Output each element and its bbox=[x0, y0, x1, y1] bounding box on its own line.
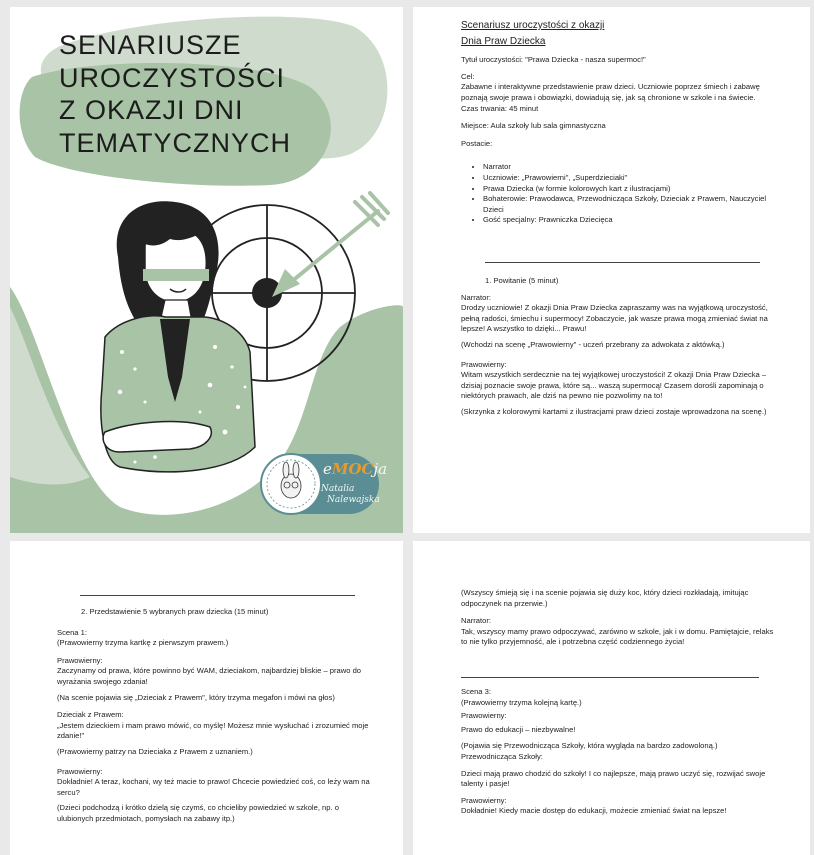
speech-text: Witam wszystkich serdecznie na tej wyjątkowej uroczystości! Z okazji Dnia Praw Dziecka – dzisiaj poznacie swoje prawa, które są... waszą supermocą! Czasem dorośli zapominają o niektórych prawach, ale dziś na pewno nie pozwolimy na to! bbox=[461, 370, 767, 401]
speaker-label: Dzieciak z Prawem: bbox=[57, 710, 124, 720]
speech-text: Dzieci mają prawo chodzić do szkoły! I co najlepsze, mają prawo uczyć się, rozwijać swoje talenty i pasje! bbox=[461, 768, 766, 789]
script-page-2 bbox=[10, 541, 403, 855]
stage-direction: (Na scenie pojawia się „Dzieciak z Prawem", który trzyma megafon i mówi na głos) bbox=[57, 692, 335, 702]
stage-direction: (Prawowierny patrzy na Dzieciaka z Prawem z uznaniem.) bbox=[57, 746, 253, 756]
script-page-1 bbox=[413, 7, 810, 533]
script-page-3 bbox=[413, 541, 810, 855]
speech-text: Tak, wszyscy mamy prawo odpoczywać, zarówno w szkole, jak i w domu. Pamiętajcie, relaks to nie tylko przyjemność, ale i potrzebna część codziennego życia! bbox=[461, 626, 774, 647]
duration-text: Czas trwania: 45 minut bbox=[461, 103, 539, 113]
speech-text: Zaczynamy od prawa, które powinno być WAM, dzieciakom, najbardziej bliskie – prawo do wyrażania swojego zdania! bbox=[57, 666, 362, 686]
scene-label: Scena 3: bbox=[461, 687, 491, 696]
speech-text: Dokładnie! Kiedy macie dostęp do edukacji, możecie zmieniać świat na lepsze! bbox=[461, 806, 727, 816]
speaker-label: Prawowierny: bbox=[461, 359, 507, 369]
list-item: • Narrator bbox=[483, 162, 781, 173]
cover-title-line: Z OKAZJI DNI bbox=[59, 95, 244, 125]
speaker-label: Prawowierny: bbox=[461, 711, 507, 721]
goal-label: Cel: bbox=[461, 71, 475, 81]
speaker-label: Prawowierny: bbox=[57, 766, 103, 776]
arrow-icon bbox=[280, 193, 388, 291]
stage-direction: (Dzieci podchodzą i krótko dzielą się czymś, co chcieliby powiedzieć w szkole, np. o ulubionych przedmiotach, pomysłach na zabawy itp.) bbox=[57, 803, 339, 823]
speaker-label: Narrator: bbox=[461, 292, 491, 302]
speech-text: Dokładnie! A teraz, kochani, wy też macie to prawo! Chcecie powiedzieć coś, co leży wam na sercu? bbox=[57, 777, 370, 797]
list-item: • Uczniowie: „Prawowierni", „Superdzieciaki" bbox=[483, 173, 781, 184]
brand-logo bbox=[257, 450, 388, 518]
cover-page bbox=[10, 7, 403, 533]
goal-text: Zabawne i interaktywne przedstawienie praw dzieci. Uczniowie poprzez śmiech i zabawę poznają swoje prawa i obowiązki, dowiadują się, jak są chronione w szkole i na świecie. bbox=[461, 82, 760, 102]
stage-direction: (Wchodzi na scenę „Prawowierny" - uczeń przebrany za adwokata z aktówką.) bbox=[461, 339, 725, 349]
logo-brand-mid: MOC bbox=[331, 460, 374, 478]
stage-direction: (Pojawia się Przewodnicząca Szkoły, która wygląda na bardzo zadowoloną.) bbox=[461, 741, 718, 751]
event-title: Tytuł uroczystości: "Prawa Dziecka - nasza supermoc!" bbox=[461, 55, 646, 65]
list-item: • Bohaterowie: Prawodawca, Przewodnicząca Szkoły, Dzieciak z Prawem, Nauczyciel Dzieci bbox=[483, 194, 781, 215]
cover-title-line: SENARIUSZE bbox=[59, 30, 242, 60]
divider bbox=[485, 262, 760, 263]
doc-heading: Dnia Praw Dziecka bbox=[461, 35, 546, 47]
scene-label: Scena 1: bbox=[57, 627, 87, 637]
logo-name-line: Natalia bbox=[321, 484, 355, 494]
speech-text: „Jestem dzieckiem i mam prawo mówić, co myślę! Możesz mnie wysłuchać i zrozumieć moje zdanie!" bbox=[57, 720, 369, 741]
speech-text: Prawo do edukacji – niezbywalne! bbox=[461, 724, 576, 734]
cover-title-line: UROCZYSTOŚCI bbox=[59, 62, 286, 93]
speaker-label: Przewodnicząca Szkoły: bbox=[461, 751, 543, 761]
characters-label: Postacie: bbox=[461, 138, 493, 148]
characters-list bbox=[461, 162, 781, 226]
speaker-label: Prawowierny: bbox=[57, 655, 103, 665]
speech-text: Drodzy uczniowie! Z okazji Dnia Praw Dziecka zapraszamy was na wyjątkową uroczystość, pełną radości, śmiechu i supermocy! Zobaczycie, jak wasze prawa mogą zmieniać świat na lepsze! A wszystko to dzięki... Prawu! bbox=[461, 303, 768, 334]
logo-name-line: Nalewajska bbox=[327, 495, 380, 505]
list-item: • Prawa Dziecka (w formie kolorowych kart z ilustracjami) bbox=[483, 184, 781, 195]
stage-direction: (Prawowierny trzyma kolejną kartę.) bbox=[461, 697, 582, 707]
speaker-label: Narrator: bbox=[461, 616, 491, 626]
list-item: • Gość specjalny: Prawniczka Dziecięca bbox=[483, 215, 781, 226]
cover-title bbox=[59, 29, 291, 159]
speaker-label: Prawowierny: bbox=[461, 795, 507, 805]
logo-brand-prefix: e bbox=[323, 460, 332, 478]
logo-author-name bbox=[321, 484, 380, 506]
logo-brand-text bbox=[323, 460, 387, 478]
stage-direction: (Wszyscy śmieją się i na scenie pojawia się duży koc, który dzieci rozkładają, imitując odpoczynek na przerwie.) bbox=[461, 588, 749, 608]
glasses-shape bbox=[143, 269, 209, 281]
logo-brand-suffix: ja bbox=[373, 460, 388, 478]
place-text: Miejsce: Aula szkoły lub sala gimnastyczna bbox=[461, 121, 606, 131]
divider bbox=[80, 595, 355, 596]
stage-direction: (Prawowierny trzyma kartkę z pierwszym prawem.) bbox=[57, 638, 229, 648]
stage-direction: (Skrzynka z kolorowymi kartami z ilustracjami praw dzieci zostaje wprowadzona na scenę.) bbox=[461, 406, 767, 416]
divider bbox=[461, 677, 759, 678]
section-heading: 1. Powitanie (5 minut) bbox=[485, 276, 559, 285]
cover-title-line: TEMATYCZNYCH bbox=[59, 127, 291, 158]
section-heading: 2. Przedstawienie 5 wybranych praw dziecka (15 minut) bbox=[81, 607, 269, 616]
doc-heading: Scenariusz uroczystości z okazji bbox=[461, 20, 605, 31]
